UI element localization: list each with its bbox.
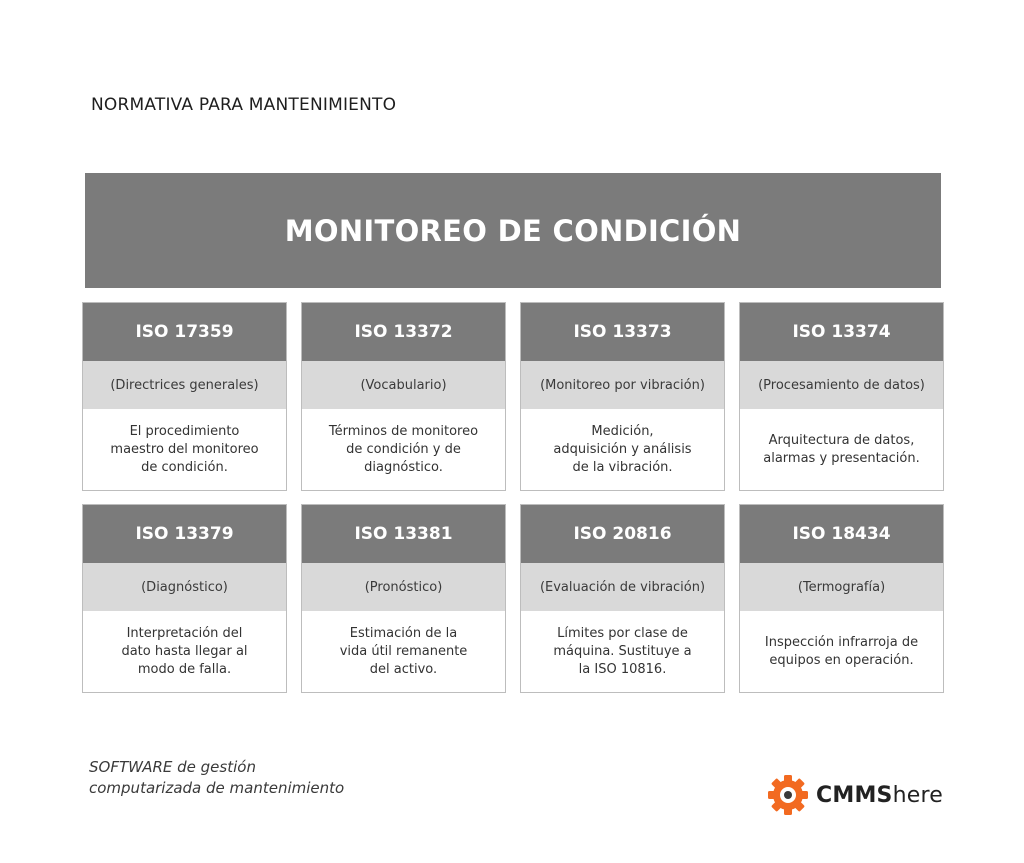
standard-subtitle: (Termografía) bbox=[740, 563, 943, 611]
standard-code: ISO 17359 bbox=[83, 303, 286, 361]
standard-description: El procedimiento maestro del monitoreo de condición. bbox=[110, 423, 259, 475]
standard-code: ISO 13373 bbox=[521, 303, 724, 361]
logo-wordmark-light: here bbox=[892, 782, 943, 808]
standard-subtitle: (Procesamiento de datos) bbox=[740, 361, 943, 409]
standard-subtitle: (Diagnóstico) bbox=[83, 563, 286, 611]
standard-code: ISO 13381 bbox=[302, 505, 505, 563]
standard-card bbox=[520, 302, 725, 491]
standard-subtitle: (Vocabulario) bbox=[302, 361, 505, 409]
brand-logo bbox=[766, 773, 943, 817]
standard-code: ISO 13374 bbox=[740, 303, 943, 361]
standard-code: ISO 13372 bbox=[302, 303, 505, 361]
banner-title: MONITOREO DE CONDICIÓN bbox=[284, 213, 742, 248]
standard-description: Límites por clase de máquina. Sustituye a la ISO 10816. bbox=[553, 625, 692, 677]
standard-description: Términos de monitoreo de condición y de diagnóstico. bbox=[328, 423, 479, 475]
standard-card bbox=[82, 302, 287, 491]
standards-grid bbox=[82, 302, 943, 693]
standard-subtitle: (Monitoreo por vibración) bbox=[521, 361, 724, 409]
gear-icon bbox=[766, 773, 810, 817]
standard-card bbox=[82, 504, 287, 693]
standard-code: ISO 18434 bbox=[740, 505, 943, 563]
banner bbox=[85, 173, 941, 288]
page-heading: NORMATIVA PARA MANTENIMIENTO bbox=[91, 95, 397, 115]
standard-card bbox=[739, 504, 944, 693]
standard-description: Medición, adquisición y análisis de la vibración. bbox=[553, 423, 692, 475]
standard-code: ISO 13379 bbox=[83, 505, 286, 563]
standard-description: Estimación de la vida útil remanente del activo. bbox=[339, 625, 468, 677]
standard-subtitle: (Pronóstico) bbox=[302, 563, 505, 611]
standard-subtitle: (Directrices generales) bbox=[83, 361, 286, 409]
standard-description: Interpretación del dato hasta llegar al modo de falla. bbox=[121, 625, 248, 677]
logo-wordmark bbox=[816, 783, 943, 808]
standard-card bbox=[301, 504, 506, 693]
standard-card bbox=[301, 302, 506, 491]
standard-code: ISO 20816 bbox=[521, 505, 724, 563]
logo-wordmark-bold: CMMS bbox=[816, 782, 893, 808]
standard-card bbox=[520, 504, 725, 693]
standard-description: Arquitectura de datos, alarmas y presentación. bbox=[763, 432, 920, 466]
standard-card bbox=[739, 302, 944, 491]
standard-description: Inspección infrarroja de equipos en operación. bbox=[764, 634, 919, 668]
footer-tagline: SOFTWARE de gestión computarizada de mantenimiento bbox=[89, 758, 345, 797]
standard-subtitle: (Evaluación de vibración) bbox=[521, 563, 724, 611]
